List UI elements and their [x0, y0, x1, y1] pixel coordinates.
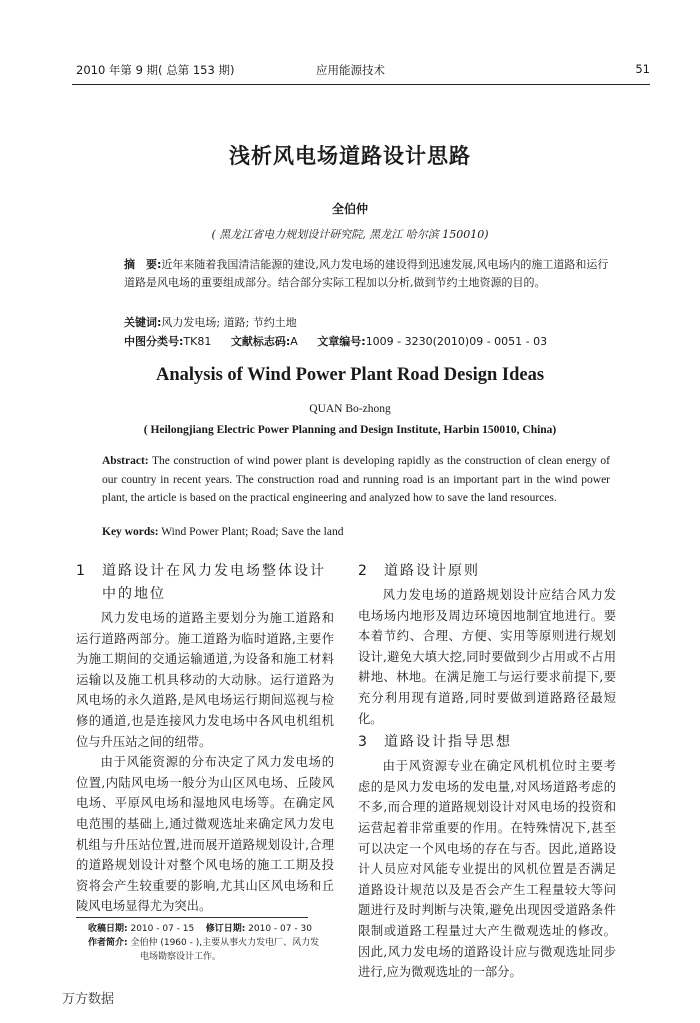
doc-code-label: 文献标志码:: [230, 335, 291, 348]
author-cn: 全伯仲: [331, 202, 368, 216]
footnote-rule: [76, 917, 308, 918]
watermark: 万方数据: [62, 992, 115, 1007]
bio-line-2: 电场勘察设计工作。: [140, 952, 222, 962]
revised-label: 修订日期:: [205, 924, 246, 934]
affiliation-cn: ( 黑龙江省电力规划设计研究院, 黑龙江 哈尔滨 150010): [211, 228, 489, 241]
right-column: [358, 558, 616, 983]
keywords-en-text: Wind Power Plant; Road; Save the land: [161, 526, 344, 538]
keywords-cn-text: 风力发电场; 道路; 节约土地: [161, 316, 297, 329]
author-en: QUAN Bo-zhong: [309, 403, 391, 415]
abstract-en-label: Abstract:: [102, 455, 149, 467]
bio-label: 作者简介:: [88, 938, 128, 948]
section-1-number: 1: [76, 563, 85, 579]
clc-value: TK81: [183, 335, 212, 348]
keywords-en: [102, 526, 610, 538]
page-number: 51: [635, 62, 650, 76]
journal-name: 应用能源技术: [316, 63, 385, 77]
section-1-title-cont: 中的地位: [102, 586, 166, 602]
keywords-cn-label: 关键词:: [124, 316, 162, 329]
footnote: [88, 922, 348, 964]
abstract-cn-label: 摘 要:: [124, 258, 162, 271]
received-label: 收稿日期:: [88, 924, 128, 934]
abstract-en-text: The construction of wind power plant is developing rapidly as the construction of clean energy of our country in recent years. The construction road and running road is an important part in the wind power plant, the article is based on the practical engineering and analyzed how to save the land resources.: [102, 455, 611, 504]
revised-date: 2010 - 07 - 30: [248, 924, 312, 934]
section-2-title: 道路设计原则: [384, 563, 480, 579]
section-2-heading: [358, 560, 616, 583]
section-1-title: 道路设计在风力发电场整体设计: [102, 563, 326, 579]
section-3-heading: [358, 731, 616, 754]
section-3-title: 道路设计指导思想: [384, 734, 512, 751]
abstract-cn-text: 近年来随着我国清洁能源的建设,风力发电场的建设得到迅速发展,风电场内的施工道路和运行道路是风电场的重要组成部分。结合部分实际工程加以分析,做到节约土地资源的目的。: [124, 258, 609, 289]
header-rule: [72, 84, 650, 85]
article-no-value: 1009 - 3230(2010)09 - 0051 - 03: [365, 335, 548, 348]
article-no-label: 文章编号:: [317, 335, 366, 348]
issue-info: 2010 年第 9 期( 总第 153 期): [76, 63, 235, 77]
received-date: 2010 - 07 - 15: [130, 924, 195, 934]
running-header: [76, 62, 650, 80]
affiliation-en: ( Heilongjiang Electric Power Planning and Design Institute, Harbin 150010, China): [143, 424, 557, 436]
section-1-paragraph-2: 由于风能资源的分布决定了风力发电场的位置,内陆风电场一般分为山区风电场、丘陵风电场、平原风电场和湿地风电场等。在确定风电范围的基础上,通过微观选址来确定风力发电机组与升压站位置,进而展开道路规划设计,合理的道路规划设计对整个风电场的施工工期及投资将会产生较重要的影响,尤其山区风电场和丘陵风电场显得尤为突出。: [76, 755, 334, 914]
clc-label: 中图分类号:: [124, 335, 184, 348]
keywords-en-label: Key words:: [102, 526, 159, 538]
keywords-cn: [124, 314, 610, 330]
title-en: Analysis of Wind Power Plant Road Design Ideas: [155, 365, 545, 385]
title-cn: 浅析风电场道路设计思路: [229, 144, 471, 168]
section-2-number: 2: [358, 563, 367, 579]
doc-code-value: A: [290, 335, 298, 348]
abstract-cn: [124, 256, 610, 292]
left-column: [76, 558, 334, 917]
abstract-en: [102, 452, 610, 508]
section-1-heading: [76, 560, 334, 606]
section-1-paragraph-1: 风力发电场的道路主要划分为施工道路和运行道路两部分。施工道路为临时道路,主要作为施工期间的交通运输通道,为设备和施工材料运输以及施工机具移动的大动脉。运行道路为风电场的永久道路,是风电场运行期间巡视与检修的通道,也是连接风力发电场中各风电机组机位与升压站之间的纽带。: [76, 611, 334, 749]
section-3-paragraph-1: 由于风资源专业在确定风机机位时主要考虑的是风力发电场的发电量,对风场道路考虑的不多,而合理的道路规划设计对风电场的投资和运营起着非常重要的作用。在特殊情况下,甚至可以决定一个风电场的存在与否。因此,道路设计人员应对风能专业提出的风机位置是否满足道路设计规范以及是否会产生工程量较大等问题进行及时判断与决策,避免出现因受道路条件限制或道路工程量过大产生微观选址的修改。因此,风力发电场的道路设计应与微观选址同步进行,应为微观选址的一部分。: [358, 759, 616, 980]
section-2-paragraph-1: 风力发电场的道路规划设计应结合风力发电场场内地形及周边环境因地制宜地进行。要本着节约、合理、方便、实用等原则进行规划设计,避免大填大挖,同时要做到少占用或不占用耕地、林地。在满足施工与运行要求前提下,要充分利用现有道路,同时要做到道路路径最短化。: [358, 588, 616, 726]
bio-line-1: 全伯仲 (1960 - ),主要从事火力发电厂、风力发: [130, 938, 320, 948]
classification-line: [124, 333, 610, 349]
section-3-number: 3: [358, 734, 367, 751]
